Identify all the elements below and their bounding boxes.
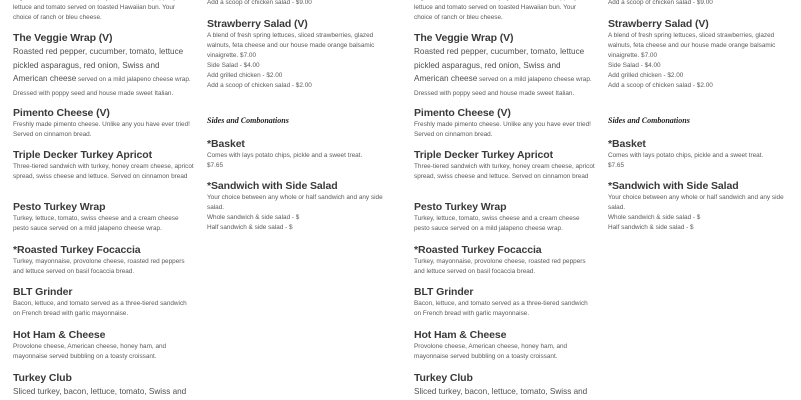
item-desc: Freshly made pimento cheese. Unlike any you have ever tried! Served on cinnamon bread. (414, 121, 591, 138)
menu-item-strawberry-salad (608, 18, 791, 91)
item-desc: Turkey, lettuce, tomato, swiss cheese and a cream cheese pesto sauce served on a mild jalapeno cheese wrap. (414, 215, 580, 232)
item-desc: A blend of fresh spring lettuces, sliced strawberries, glazed walnuts, feta cheese and our house made orange balsamic vinaigrette. $7.00 Side Salad - $4.00 Add grilled chicken - $2.00 Add a scoop of chicken salad - $2.00 (608, 32, 776, 89)
item-desc: A blend of fresh spring lettuces, sliced strawberries, glazed walnuts, feta cheese and our house made orange balsamic vinaigrette. $7.00 Side Salad - $4.00 Add grilled chicken - $2.00 Add a scoop of chicken salad - $2.00 (207, 32, 375, 89)
item-desc: Sliced turkey, bacon, lettuce, tomato, Swiss and (13, 387, 187, 396)
item-title: *Basket (608, 138, 646, 150)
item-price: $7.65 (608, 162, 624, 169)
menu-item (414, 244, 596, 277)
menu-item (13, 201, 195, 234)
item-title: Pimento Cheese (V) (414, 107, 511, 119)
item-desc: Freshly made pimento cheese. Unlike any you have ever tried! Served on cinnamon bread. (13, 121, 190, 138)
menu-item (13, 329, 195, 362)
menu-item-basket: *Basket Comes with lays potato chips, pickle and a sweet treat. $7.65 (207, 138, 390, 171)
section-heading: Sides and Combonations (207, 116, 289, 125)
menu-item (13, 149, 195, 182)
item-title: *Basket (207, 138, 245, 150)
menu-item (13, 286, 195, 319)
menu-item-basket: *Basket Comes with lays potato chips, pickle and a sweet treat. $7.65 (608, 138, 791, 171)
item-desc: Roasted red pepper, cucumber, tomato, lettuce pickled asparagus, red onion, Swiss and American cheese served on a mild jalapeno cheese wrap. Dressed with poppy seed and house made sweet Italian. (13, 47, 191, 97)
item-title: Pesto Turkey Wrap (13, 201, 106, 213)
item-desc: Roasted red pepper, cucumber, tomato, lettuce pickled asparagus, red onion, Swiss and American cheese served on a mild jalapeno cheese wrap. Dressed with poppy seed and house made sweet Italian. (414, 47, 592, 97)
item-desc: Sliced turkey, bacon, lettuce, tomato, Swiss and (414, 387, 588, 396)
menu-item (13, 107, 195, 140)
item-title: Turkey Club (414, 372, 473, 384)
menu-item (414, 201, 596, 234)
item-title: *Sandwich with Side Salad (207, 180, 338, 192)
item-title: BLT Grinder (414, 286, 474, 298)
menu-item (13, 372, 195, 399)
clipped-item-desc: lettuce and tomato served on toasted Hawaiian bun. Your choice of ranch or bleu cheese. (414, 4, 577, 21)
item-title: The Veggie Wrap (V) (414, 32, 514, 44)
menu-pane-left (0, 0, 400, 400)
item-desc: Bacon, lettuce, and tomato served as a three-tiered sandwich on French bread with garlic mayonnaise. (13, 300, 187, 317)
item-title: Triple Decker Turkey Apricot (13, 149, 153, 161)
item-title: Hot Ham & Cheese (13, 329, 106, 341)
item-title: *Roasted Turkey Focaccia (414, 244, 542, 256)
item-title: Strawberry Salad (V) (608, 18, 709, 30)
menu-item-veggie-wrap (13, 32, 195, 99)
menu-item-combo: *Sandwich with Side Salad Your choice between any whole or half sandwich and any side salad. Whole sandwich & side salad - $ Half sandwich & side salad - $ (608, 180, 791, 233)
menu-item (414, 107, 596, 140)
item-desc: Three-tiered sandwich with turkey, honey cream cheese, apricot spread, swiss cheese and lettuce. Served on cinnamon bread (13, 163, 194, 180)
menu-item (414, 372, 596, 399)
item-desc: Turkey, mayonnaise, provolone cheese, roasted red peppers and lettuce served on basil focaccia bread. (13, 258, 185, 275)
menu-item-veggie-wrap (414, 32, 596, 99)
item-desc: Turkey, mayonnaise, provolone cheese, roasted red peppers and lettuce served on basil focaccia bread. (414, 258, 586, 275)
item-title: Pimento Cheese (V) (13, 107, 110, 119)
clipped-line: Add a scoop of chicken salad - $9.00 (608, 0, 713, 6)
item-title: *Roasted Turkey Focaccia (13, 244, 141, 256)
item-title: Turkey Club (13, 372, 72, 384)
item-title: Hot Ham & Cheese (414, 329, 507, 341)
item-title: BLT Grinder (13, 286, 73, 298)
menu-item-strawberry-salad (207, 18, 390, 91)
item-desc: Three-tiered sandwich with turkey, honey cream cheese, apricot spread, swiss cheese and lettuce. Served on cinnamon bread (414, 163, 595, 180)
item-desc: Turkey, lettuce, tomato, swiss cheese and a cream cheese pesto sauce served on a mild jalapeno cheese wrap. (13, 215, 179, 232)
menu-pane-right (401, 0, 801, 400)
item-desc: Provolone cheese, American cheese, honey ham, and mayonnaise served bubbling on a toasty croissant. (13, 343, 167, 360)
menu-item (414, 286, 596, 319)
item-desc: Bacon, lettuce, and tomato served as a three-tiered sandwich on French bread with garlic mayonnaise. (414, 300, 588, 317)
item-price: $7.65 (207, 162, 223, 169)
item-title: The Veggie Wrap (V) (13, 32, 113, 44)
item-title: *Sandwich with Side Salad (608, 180, 739, 192)
item-title: Strawberry Salad (V) (207, 18, 308, 30)
menu-item-combo: *Sandwich with Side Salad Your choice between any whole or half sandwich and any side salad. Whole sandwich & side salad - $ Half sandwich & side salad - $ (207, 180, 390, 233)
item-desc: Provolone cheese, American cheese, honey ham, and mayonnaise served bubbling on a toasty croissant. (414, 343, 568, 360)
menu-item (414, 329, 596, 362)
section-heading: Sides and Combonations (608, 116, 690, 125)
item-title: Pesto Turkey Wrap (414, 201, 507, 213)
item-title: Triple Decker Turkey Apricot (414, 149, 554, 161)
menu-item (13, 244, 195, 277)
clipped-line: Add a scoop of chicken salad - $9.00 (207, 0, 312, 6)
menu-item (414, 149, 596, 182)
clipped-item-desc: lettuce and tomato served on toasted Hawaiian bun. Your choice of ranch or bleu cheese. (13, 4, 176, 21)
